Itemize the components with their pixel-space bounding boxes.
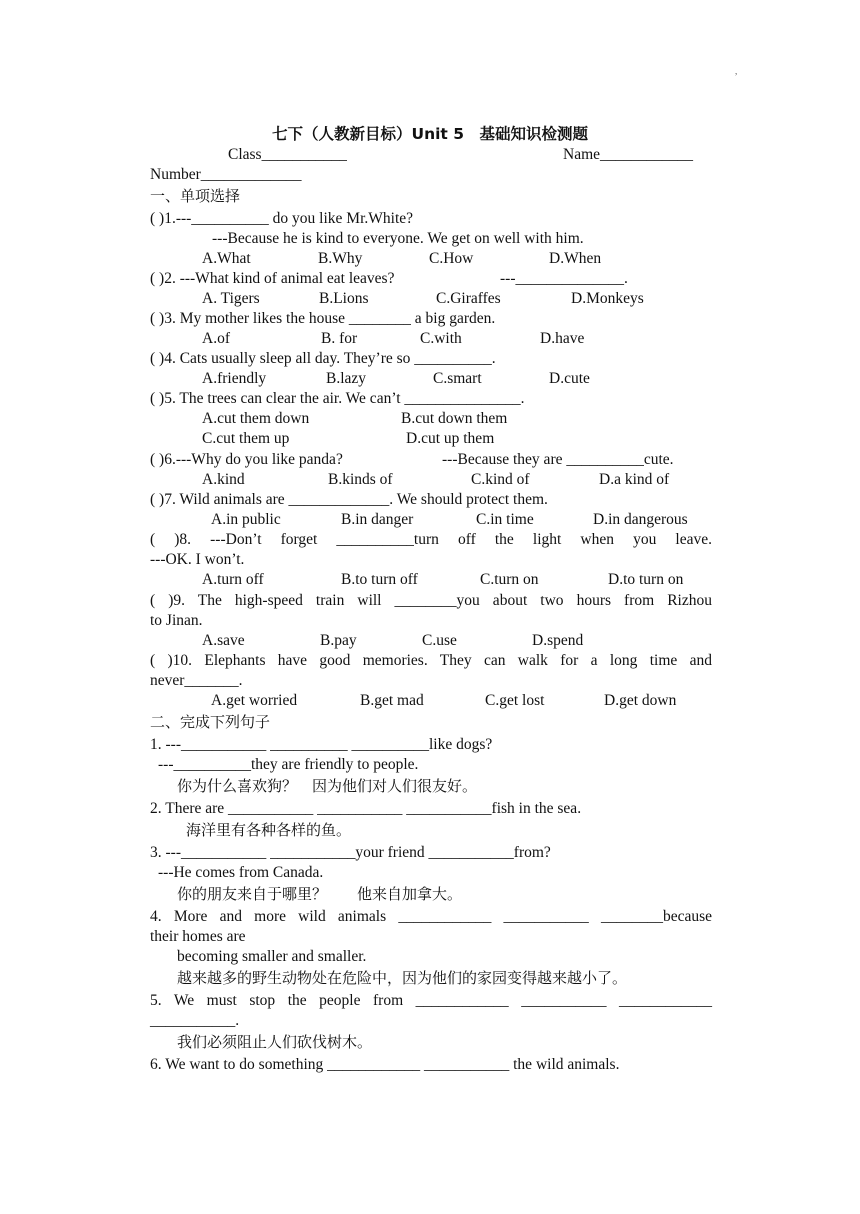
option-b: B.get mad bbox=[360, 692, 424, 709]
option-a: A.in public bbox=[211, 511, 281, 528]
q9-stem-cont: to Jinan. bbox=[150, 612, 203, 629]
option-c: C.How bbox=[429, 250, 474, 267]
option-d: D.Monkeys bbox=[571, 290, 644, 307]
s4-translation: 越来越多的野生动物处在危险中，因为他们的家园变得越来越小了。 bbox=[177, 969, 628, 987]
option-c: C.with bbox=[420, 330, 462, 347]
option-d: D.to turn on bbox=[608, 571, 684, 588]
s3-translation: 你的朋友来自于哪里？ 他来自加拿大。 bbox=[177, 885, 463, 903]
option-a: A.kind bbox=[202, 471, 245, 488]
q1-response: ---Because he is kind to everyone. We get on well with him. bbox=[212, 230, 584, 247]
option-c: C.turn on bbox=[480, 571, 539, 588]
s1-line1: 1. ---___________ __________ __________like dogs? bbox=[150, 736, 493, 753]
s5-translation: 我们必须阻止人们砍伐树木。 bbox=[177, 1033, 373, 1051]
section2-heading: 二、完成下列句子 bbox=[150, 713, 271, 731]
q8-stem bbox=[150, 530, 712, 550]
option-b: B.Why bbox=[318, 250, 363, 267]
s5-line2: ___________. bbox=[150, 1012, 240, 1029]
s3-line2: ---He comes from Canada. bbox=[158, 864, 324, 881]
s4-sentence: 4. More and more wild animals ____________ ___________ ________because bbox=[150, 908, 712, 925]
s6-line1: 6. We want to do something ____________ ___________ the wild animals. bbox=[150, 1056, 620, 1073]
option-a: A.friendly bbox=[202, 370, 267, 387]
option-c: C.smart bbox=[433, 370, 482, 387]
option-b: B. for bbox=[321, 330, 358, 347]
option-d: D.cute bbox=[549, 370, 590, 387]
q10-stem bbox=[150, 651, 712, 671]
s4-line2: their homes are bbox=[150, 928, 246, 945]
s5-sentence: 5. We must stop the people from ____________ ___________ ____________ bbox=[150, 992, 712, 1009]
option-a: A.cut them down bbox=[202, 410, 310, 427]
option-c: C.use bbox=[422, 632, 457, 649]
option-c: C.kind of bbox=[471, 471, 530, 488]
option-a: A.save bbox=[202, 632, 245, 649]
q3-stem: ( )3. My mother likes the house ________ a big garden. bbox=[150, 310, 496, 327]
q2-answer: ---______________. bbox=[500, 270, 628, 287]
q7-stem: ( )7. Wild animals are _____________. We should protect them. bbox=[150, 491, 548, 508]
s1-line2: ---__________they are friendly to people. bbox=[158, 756, 419, 773]
q2-question: ( )2. ---What kind of animal eat leaves? bbox=[150, 270, 395, 287]
option-a: A.of bbox=[202, 330, 230, 347]
q10-stem-cont: never_______. bbox=[150, 672, 243, 689]
class-field: Class___________ bbox=[228, 146, 347, 163]
option-b: B.cut down them bbox=[401, 410, 508, 427]
s2-line1: 2. There are ___________ ___________ ___________fish in the sea. bbox=[150, 800, 582, 817]
option-d: D.cut up them bbox=[406, 430, 495, 447]
option-b: B.lazy bbox=[326, 370, 367, 387]
q6-question: ( )6.---Why do you like panda? bbox=[150, 451, 343, 468]
s4-line1 bbox=[150, 907, 712, 927]
option-b: B.pay bbox=[320, 632, 357, 649]
q4-stem: ( )4. Cats usually sleep all day. They’re so __________. bbox=[150, 350, 496, 367]
option-d: D.spend bbox=[532, 632, 584, 649]
q8-question: ( )8. ---Don’t forget __________turn off the light when you leave. bbox=[150, 531, 712, 548]
q6-stem bbox=[150, 450, 712, 470]
option-c: C.cut them up bbox=[202, 430, 290, 447]
option-b: B.to turn off bbox=[341, 571, 418, 588]
q6-answer: ---Because they are __________cute. bbox=[442, 451, 674, 468]
option-d: D.a kind of bbox=[599, 471, 670, 488]
page-title: 七下（人教新目标）Unit 5 基础知识检测题 bbox=[271, 125, 589, 143]
option-d: D.When bbox=[549, 250, 602, 267]
option-b: B.in danger bbox=[341, 511, 414, 528]
s1-translation: 你为什么喜欢狗？ 因为他们对人们很友好。 bbox=[177, 777, 478, 795]
s3-line1: 3. ---___________ ___________your friend ___________from? bbox=[150, 844, 551, 861]
s5-line1 bbox=[150, 991, 712, 1011]
s2-translation: 海洋里有各种各样的鱼。 bbox=[186, 821, 352, 839]
option-c: C.get lost bbox=[485, 692, 545, 709]
q2-stem bbox=[150, 269, 712, 289]
section1-heading: 一、单项选择 bbox=[150, 187, 241, 205]
option-a: A.What bbox=[202, 250, 251, 267]
option-b: B.kinds of bbox=[328, 471, 393, 488]
number-field: Number_____________ bbox=[150, 166, 302, 183]
option-a: A. Tigers bbox=[202, 290, 260, 307]
q8-response: ---OK. I won’t. bbox=[150, 551, 245, 568]
q9-question: ( )9. The high-speed train will ________you about two hours from Rizhou bbox=[150, 592, 712, 609]
q10-question: ( )10. Elephants have good memories. They can walk for a long time and bbox=[150, 652, 712, 669]
q9-stem bbox=[150, 591, 712, 611]
q1-stem: ( )1.---__________ do you like Mr.White? bbox=[150, 210, 414, 227]
q5-stem: ( )5. The trees can clear the air. We can’t _______________. bbox=[150, 390, 525, 407]
option-d: D.in dangerous bbox=[593, 511, 688, 528]
s4-line3: becoming smaller and smaller. bbox=[177, 948, 367, 965]
option-a: A.get worried bbox=[211, 692, 298, 709]
option-b: B.Lions bbox=[319, 290, 369, 307]
option-c: C.in time bbox=[476, 511, 534, 528]
option-d: D.get down bbox=[604, 692, 677, 709]
option-d: D.have bbox=[540, 330, 585, 347]
corner-mark: , bbox=[735, 66, 738, 76]
option-a: A.turn off bbox=[202, 571, 264, 588]
name-field: Name____________ bbox=[563, 146, 694, 163]
option-c: C.Giraffes bbox=[436, 290, 501, 307]
